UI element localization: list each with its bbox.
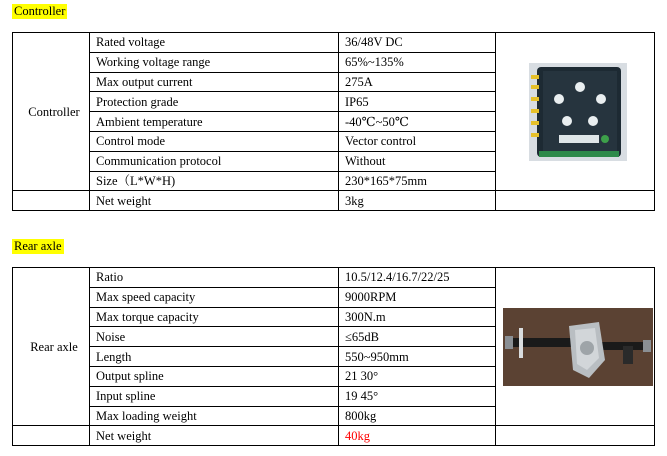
param-cell: Control mode — [90, 131, 339, 151]
value-cell: 19 45° — [339, 386, 496, 406]
param-cell: Size（L*W*H) — [90, 171, 339, 191]
rear-axle-heading: Rear axle — [14, 239, 62, 253]
value-cell: 36/48V DC — [339, 33, 496, 53]
param-cell: Working voltage range — [90, 52, 339, 72]
param-cell: Net weight — [90, 426, 339, 446]
value-cell: 21 30° — [339, 366, 496, 386]
param-cell: Protection grade — [90, 92, 339, 112]
param-cell: Max torque capacity — [90, 307, 339, 327]
rear-axle-spec-table — [12, 267, 655, 446]
controller-spec-table — [12, 32, 655, 211]
value-cell: 800kg — [339, 406, 496, 426]
value-cell: 230*165*75mm — [339, 171, 496, 191]
empty-cell — [13, 191, 90, 211]
param-cell: Ratio — [90, 268, 339, 288]
param-cell: Max loading weight — [90, 406, 339, 426]
table-row — [13, 426, 655, 446]
controller-section-label: Controller — [13, 33, 90, 191]
value-cell: 65%~135% — [339, 52, 496, 72]
rear-axle-section-label: Rear axle — [13, 268, 90, 426]
controller-image-cell — [496, 33, 655, 191]
empty-cell — [496, 191, 655, 211]
value-cell: IP65 — [339, 92, 496, 112]
value-cell: 10.5/12.4/16.7/22/25 — [339, 268, 496, 288]
value-cell: 9000RPM — [339, 287, 496, 307]
table-row — [13, 33, 655, 53]
value-cell: ≤65dB — [339, 327, 496, 347]
table-row — [13, 268, 655, 288]
controller-heading: Controller — [14, 4, 66, 18]
value-cell: -40℃~50℃ — [339, 112, 496, 132]
param-cell: Max output current — [90, 72, 339, 92]
table-row — [13, 191, 655, 211]
net-weight-value-cell: 40kg — [339, 426, 496, 446]
value-cell: 275A — [339, 72, 496, 92]
rear-axle-image-cell — [496, 268, 655, 426]
controller-photo — [529, 63, 627, 161]
param-cell: Output spline — [90, 366, 339, 386]
param-cell: Noise — [90, 327, 339, 347]
param-cell: Max speed capacity — [90, 287, 339, 307]
value-cell: Without — [339, 151, 496, 171]
param-cell: Rated voltage — [90, 33, 339, 53]
param-cell: Ambient temperature — [90, 112, 339, 132]
param-cell: Communication protocol — [90, 151, 339, 171]
param-cell: Net weight — [90, 191, 339, 211]
rear-axle-photo — [503, 308, 653, 386]
value-cell: 3kg — [339, 191, 496, 211]
param-cell: Input spline — [90, 386, 339, 406]
empty-cell — [13, 426, 90, 446]
value-cell: Vector control — [339, 131, 496, 151]
value-cell: 550~950mm — [339, 347, 496, 367]
param-cell: Length — [90, 347, 339, 367]
value-cell: 300N.m — [339, 307, 496, 327]
empty-cell — [496, 426, 655, 446]
